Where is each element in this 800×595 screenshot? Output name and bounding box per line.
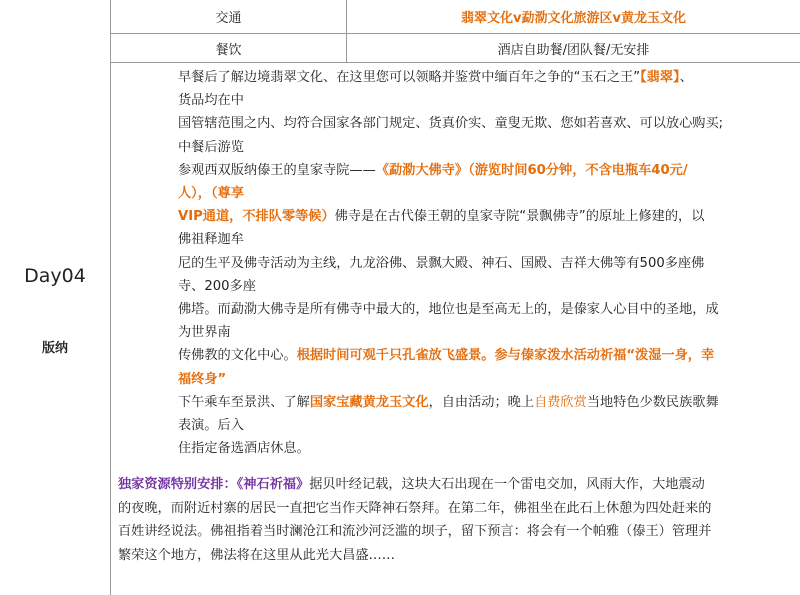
row-label-transport: 交通 <box>215 11 242 26</box>
itinerary-line: 早餐后了解边境翡翠文化、在这里您可以领略并鉴赏中缅百年之争的“玉石之王”【翡翠】、 <box>178 70 693 85</box>
itinerary-line: 表演。后入 <box>178 418 244 434</box>
itinerary-line: 人），（尊享 <box>178 186 244 202</box>
itinerary-line: 福终身” <box>178 371 227 387</box>
itinerary-line: 寺、200多座 <box>178 278 256 294</box>
special-arrangement <box>118 473 798 567</box>
row-value-meals: 酒店自助餐/团队餐/无安排 <box>497 42 650 58</box>
itinerary-line: 佛祖释迦牟 <box>178 232 244 248</box>
row-label-meals: 餐饮 <box>215 42 242 58</box>
special-line: 繁荣这个地方，佛法将在这里从此光大昌盛…… <box>118 547 395 563</box>
place-label: 版纳 <box>41 341 68 356</box>
itinerary-line: 尼的生平及佛寺活动为主线，九龙浴佛、景飘大殿、神石、国殿、吉祥大佛等有500多座佛 <box>178 255 705 271</box>
special-line: 独家资源特别安排：《神石祈福》据贝叶经记载，这块大石出现在一个雷电交加，风雨大作，大地震动 <box>118 477 705 492</box>
row-divider-2 <box>110 62 800 63</box>
itinerary-line: VIP通道，不排队零等候）佛寺是在古代傣王朝的皇家寺院“景飘佛寺”的原址上修建的，以 <box>178 209 705 225</box>
special-line: 的夜晚，而附近村寨的居民一直把它当作天降神石祭拜。在第二年，佛祖坐在此石上休憩为四处赶来的 <box>118 500 712 516</box>
itinerary-line: 传佛教的文化中心。根据时间可观千只孔雀放飞盛景。参与傣家泼水活动祈福“泼湿一身，幸 <box>178 348 715 364</box>
itinerary-line: 参观西双版纳傣王的皇家寺院——《勐泐大佛寺》（游览时间60分钟，不含电瓶车40元/ <box>178 162 688 178</box>
special-label: 独家资源特别安排：《神石祈福》 <box>118 477 310 492</box>
row-value-transport: 翡翠文化v勐泐文化旅游区v黄龙玉文化 <box>461 11 686 26</box>
itinerary-line: 中餐后游览 <box>178 139 244 155</box>
itinerary-line: 货品均在中 <box>178 93 244 109</box>
itinerary-line: 住指定备选酒店休息。 <box>178 441 310 457</box>
itinerary-line: 为世界南 <box>178 325 231 341</box>
itinerary-line: 国管辖范围之内、均符合国家各部门规定、货真价实、童叟无欺、您如若喜欢、可以放心购买; <box>178 116 724 132</box>
itinerary-line: 下午乘车至景洪、了解国家宝藏黄龙玉文化，自由活动；晚上自费欣赏当地特色少数民族歌舞 <box>178 394 719 410</box>
itinerary-text <box>178 66 798 460</box>
itinerary-line: 佛塔。而勐泐大佛寺是所有佛寺中最大的，地位也是至高无上的，是傣家人心目中的圣地，成 <box>178 302 719 318</box>
special-line: 百姓讲经说法。佛祖指着当时澜沧江和流沙河泛滥的坝子，留下预言：将会有一个帕雅（傣王）管理并 <box>118 524 712 539</box>
left-column-divider <box>110 0 111 595</box>
day-label: Day04 <box>24 265 86 287</box>
